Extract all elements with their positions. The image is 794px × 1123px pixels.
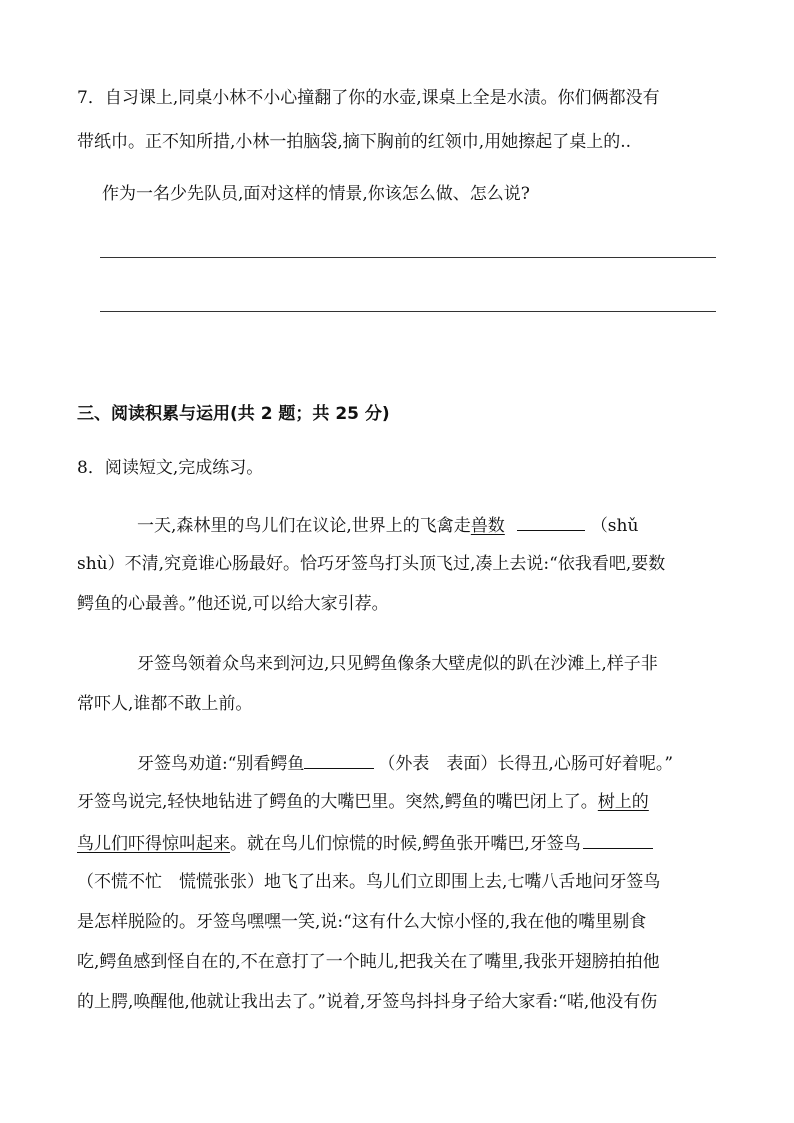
q7-prompt: 作为一名少先队员,面对这样的情景,你该怎么做、怎么说? [102, 184, 530, 204]
q8-intro: 8．阅读短文,完成练习。 [77, 458, 264, 478]
q8-p1-underlined-word: 兽数 [470, 516, 505, 536]
q7-line1: 7．自习课上,同桌小林不小心撞翻了你的水壶,课桌上全是水渍。你们俩都没有 [77, 88, 660, 108]
fill-blank-3[interactable] [583, 830, 653, 849]
q8-p1-line1 [137, 512, 638, 538]
q8-p1-line2: shù）不清,究竟谁心肠最好。恰巧牙签鸟打头顶飞过,凑上去说:“依我看吧,要数 [77, 554, 666, 574]
q8-p3-line7: 的上腭,唤醒他,他就让我出去了。”说着,牙签鸟抖抖身子给大家看:“喏,他没有伤 [77, 992, 658, 1012]
q8-p3-line2 [77, 790, 649, 814]
q8-p2-line2: 常吓人,谁都不敢上前。 [77, 694, 253, 714]
q8-p3-text-1a: 牙签鸟劝道:“别看鳄鱼 [137, 754, 305, 774]
q8-p1-text-b: （shǔ [590, 516, 639, 536]
q8-p3-line1 [137, 750, 673, 776]
section-heading: 三、阅读积累与运用(共 2 题；共 25 分) [77, 404, 390, 424]
q8-p3-line5: 是怎样脱险的。牙签鸟嘿嘿一笑,说:“这有什么大惊小怪的,我在他的嘴里剔食 [77, 912, 647, 932]
q8-p1-text-a: 一天,森林里的鸟儿们在议论,世界上的飞禽走 [137, 516, 471, 536]
answer-line-2[interactable] [100, 311, 716, 312]
q8-p3-text-1b: （外表 表面）长得丑,心肠可好着呢。” [378, 754, 674, 774]
q8-p3-underlined-2: 树上的 [597, 792, 649, 812]
q8-p2-line1: 牙签鸟领着众鸟来到河边,只见鳄鱼像条大壁虎似的趴在沙滩上,样子非 [137, 654, 658, 674]
q8-p3-line6: 吃,鳄鱼感到怪自在的,不在意打了一个盹儿,把我关在了嘴里,我张开翅膀拍拍他 [77, 952, 660, 972]
q8-p3-text-3a: 。就在鸟儿们惊慌的时候,鳄鱼张开嘴巴,牙签鸟 [230, 834, 581, 854]
q8-p3-line4: （不慌不忙 慌慌张张）地飞了出来。鸟儿们立即围上去,七嘴八舌地问牙签鸟 [77, 872, 661, 892]
q8-p3-line3 [77, 830, 653, 856]
q8-p1-line3: 鳄鱼的心最善。”他还说,可以给大家引荐。 [77, 594, 389, 614]
q7-line2: 带纸巾。正不知所措,小林一拍脑袋,摘下胸前的红领巾,用她擦起了桌上的.. [77, 132, 632, 152]
q8-p3-text-2a: 牙签鸟说完,轻快地钻进了鳄鱼的大嘴巴里。突然,鳄鱼的嘴巴闭上了。 [77, 792, 598, 812]
fill-blank-1[interactable] [517, 512, 585, 531]
answer-line-1[interactable] [100, 257, 716, 258]
fill-blank-2[interactable] [304, 750, 374, 769]
q8-p3-underlined-3: 鸟儿们吓得惊叫起来 [77, 834, 230, 854]
